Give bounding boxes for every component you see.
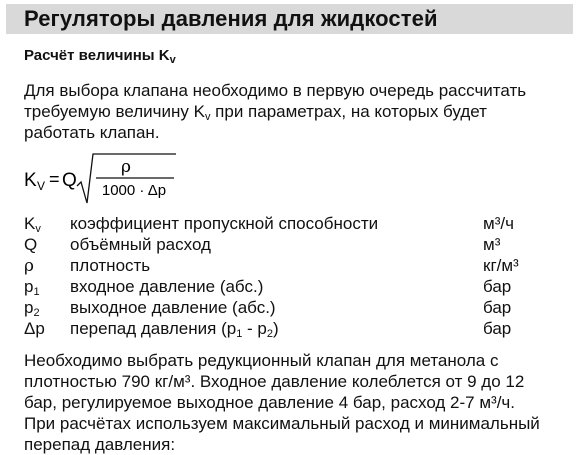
formula-numerator: ρ	[121, 157, 131, 177]
legend-symbol: $p_2$	[24, 298, 40, 319]
legend-row	[24, 214, 544, 235]
legend-unit: бар	[483, 319, 512, 338]
legend-symbol: $p_1$	[24, 277, 40, 298]
legend-unit: кг/м³	[483, 256, 519, 275]
formula-q: Q	[62, 170, 77, 191]
intro-paragraph	[24, 80, 569, 143]
formula-lhs: K	[24, 170, 37, 191]
formula-equals: =	[49, 169, 60, 189]
intro-line-2a: требуемую величину K	[24, 102, 205, 121]
legend-unit: м³/ч	[483, 214, 514, 233]
legend-description: выходное давление (абс.)	[70, 298, 276, 317]
legend-description: объёмный расход	[70, 235, 211, 254]
legend-symbol: Q	[24, 235, 38, 254]
example-line-4: При расчётах используем максимальный расход и минимальный	[24, 414, 540, 433]
legend-description: плотность	[70, 256, 151, 275]
intro-line-2	[24, 101, 569, 122]
legend-unit: бар	[483, 277, 512, 296]
subtitle-text: Расчёт величины K	[24, 47, 170, 64]
legend-row	[24, 277, 544, 298]
symbol-legend	[24, 214, 544, 340]
legend-description: коэффициент пропускной способности	[70, 214, 379, 233]
legend-symbol: $K_v$	[24, 214, 41, 235]
example-line-1: Необходимо выбрать редукционный клапан для метанола с	[24, 351, 499, 370]
legend-description: перепад давления $(p_1 - p_2)$	[70, 319, 279, 340]
intro-line-1: Для выбора клапана необходимо в первую очередь рассчитать	[24, 81, 527, 100]
legend-symbol: ρ	[24, 256, 34, 276]
intro-line-3: работать клапан.	[24, 123, 160, 142]
legend-row	[24, 298, 544, 319]
legend-row	[24, 256, 544, 277]
page-title: Регуляторы давления для жидкостей	[24, 6, 438, 31]
example-line-5: перепад давления:	[24, 435, 176, 454]
legend-symbol: Δp	[24, 319, 45, 338]
legend-unit: м³	[483, 235, 501, 254]
intro-line-2-sub: v	[204, 111, 211, 123]
section-subtitle	[24, 47, 176, 64]
formula-denominator: 1000 · Δp	[101, 182, 167, 199]
example-line-2: плотностью 790 кг/м³. Входное давление колеблется от 9 до 12	[24, 372, 525, 391]
example-paragraph	[24, 350, 569, 455]
legend-description: входное давление (абс.)	[70, 277, 264, 296]
legend-unit: бар	[483, 298, 512, 317]
intro-line-2b: при параметрах, на которых будет	[210, 102, 487, 121]
title-bar	[6, 4, 573, 34]
legend-row	[24, 235, 544, 256]
formula-lhs-sub: V	[37, 179, 46, 193]
legend-row	[24, 319, 544, 340]
example-line-3: бар, регулируемое выходное давление 4 бар, расход 2-7 м³/ч.	[24, 393, 515, 412]
subtitle-sub: v	[169, 54, 176, 66]
kv-formula	[20, 150, 180, 208]
